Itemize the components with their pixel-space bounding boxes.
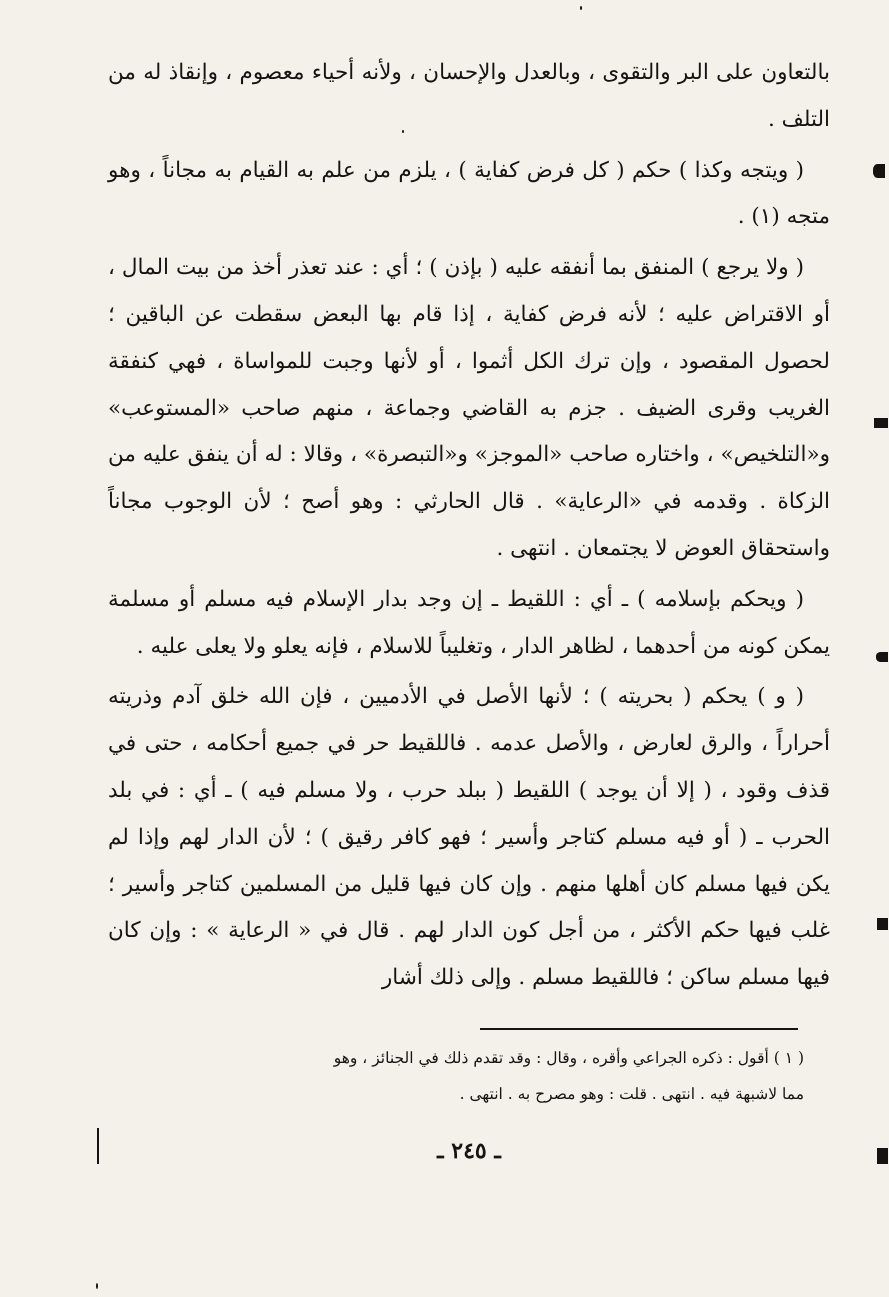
binding-mark (874, 418, 888, 428)
main-text (108, 50, 830, 1002)
footnote-divider (480, 1028, 798, 1030)
paragraph-3: ( ولا يرجع ) المنفق بما أنفقه عليه ( بإذن ) ؛ أي : عند تعذر أخذ من بيت المال ، أو الاقتراض عليه ؛ لأنه فرض كفاية ، إذا قام بها البعض سقطت عن الباقين ؛ لحصول المقصود ، وإن ترك الكل أثموا ، أو لأنها وجبت للمواساة ، فهي كنفقة الغريب وقرى الضيف . جزم به القاضي وجماعة ، منهم صاحب «المستوعب» و«التلخيص» ، واختاره صاحب «الموجز» و«التبصرة» ، وقالا : له أن ينفق عليه من الزكاة . وقدمه في «الرعاية» . قال الحارثي : وهو أصح ؛ لأن الوجوب مجاناً واستحقاق العوض لا يجتمعان . انتهى . (108, 255, 830, 561)
footnote-line-1: ( ١ ) أقول : ذكره الجراعي وأقره ، وقال : وقد تقدم ذلك في الجنائز ، وهو (333, 1049, 804, 1067)
scan-speck (96, 1283, 98, 1289)
footnote-line-2: مما لاشبهة فيه . انتهى . قلت : وهو مصرح به . انتهى . (459, 1085, 804, 1103)
binding-mark (873, 164, 885, 178)
footnote (150, 1040, 804, 1112)
binding-mark (877, 918, 888, 930)
binding-mark (877, 1148, 888, 1164)
scan-speck (580, 6, 582, 10)
paragraph-2: ( ويتجه وكذا ) حكم ( كل فرض كفاية ) ، يلزم من علم به القيام به مجاناً ، وهو متجه (١) . (108, 157, 830, 230)
paragraph-4: ( ويحكم بإسلامه ) ـ أي : اللقيط ـ إن وجد بدار الإسلام فيه مسلم أو مسلمة يمكن كونه من أحدهما ، لظاهر الدار ، وتغليباً للاسلام ، فإنه يعلو ولا يعلى عليه . (108, 586, 830, 659)
binding-mark (876, 652, 888, 662)
page-number: ـ ٢٤٥ ـ (437, 1138, 501, 1164)
paragraph-5: ( و ) يحكم ( بحريته ) ؛ لأنها الأصل في الأدميين ، فإن الله خلق آدم وذريته أحراراً ، والرق لعارض ، والأصل عدمه . فاللقيط حر في جميع أحكامه ، حتى في قذف وقود ، ( إلا أن يوجد ) اللقيط ( ببلد حرب ، ولا مسلم فيه ) ـ أي : في بلد الحرب ـ ( أو فيه مسلم كتاجر وأسير ؛ فهو كافر رقيق ) ؛ لأن الدار لهم وإذا لم يكن فيها مسلم كان أهلها منهم . وإن كان فيها قليل من المسلمين كتاجر وأسير ؛ غلب فيها حكم الأكثر ، من أجل كون الدار لهم . قال في « الرعاية » : وإن كان فيها مسلم ساكن ؛ فاللقيط مسلم . وإلى ذلك أشار (108, 684, 830, 991)
binding-edge-mark (97, 1128, 99, 1164)
paragraph-1: بالتعاون على البر والتقوى ، وبالعدل والإحسان ، ولأنه أحياء معصوم ، وإنقاذ له من التلف . (108, 60, 830, 132)
